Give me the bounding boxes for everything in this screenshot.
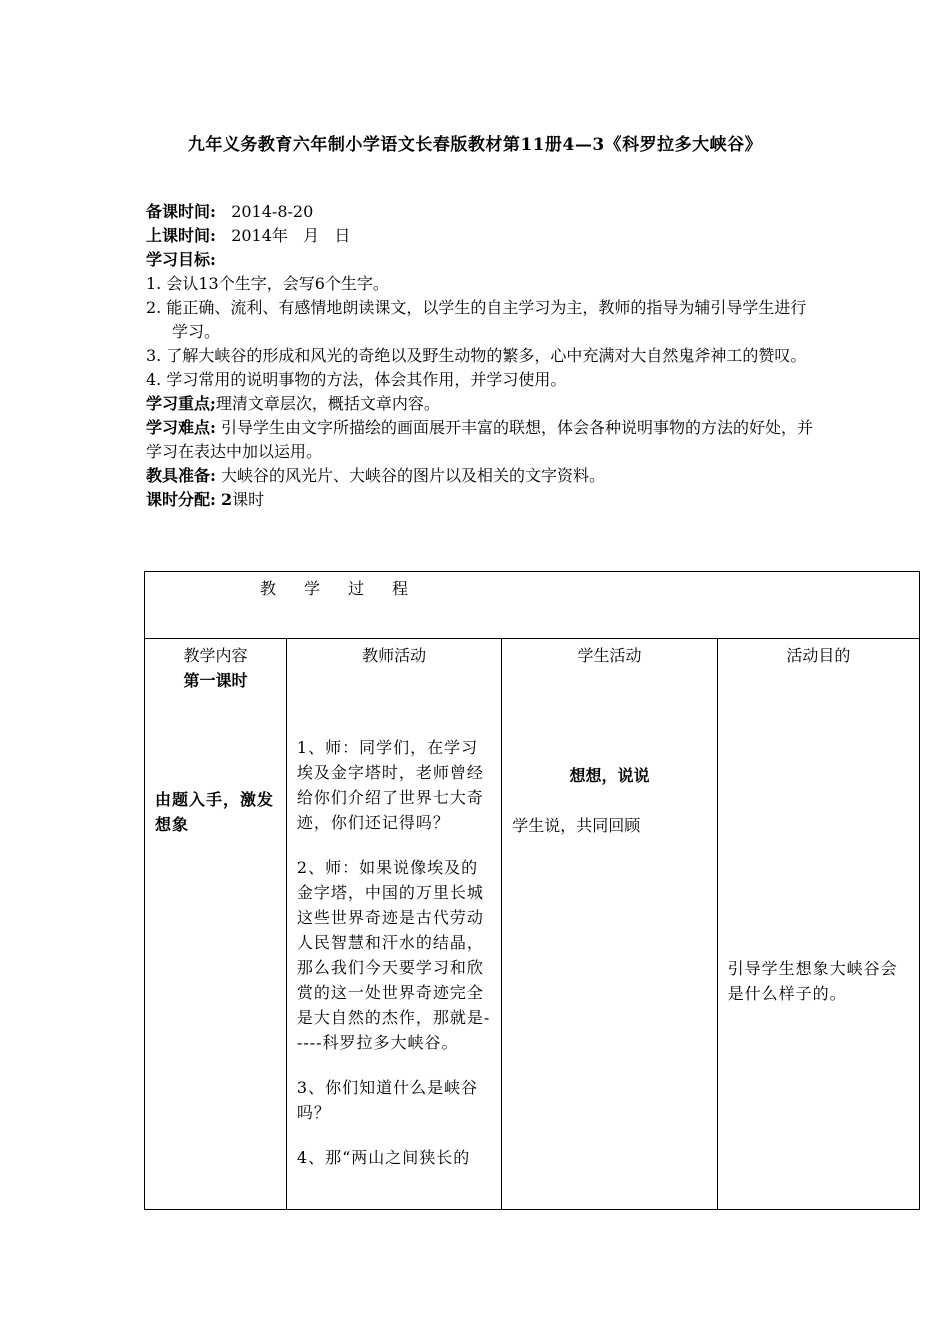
teacher-step: 3、你们知道什么是峡谷吗？ xyxy=(296,1078,479,1122)
column-header-purpose: 活动目的 xyxy=(786,646,851,665)
student-column xyxy=(502,639,717,1210)
class-time-row xyxy=(146,224,816,248)
teacher-activities xyxy=(287,735,501,1190)
column-header-student: 学生活动 xyxy=(577,646,642,665)
lesson-label: 第一课时 xyxy=(183,671,248,690)
content-column xyxy=(145,639,287,1210)
difficulty-row xyxy=(146,416,816,464)
objective-item: 2. 能正确、流利、有感情地朗读课文，以学生的自主学习为主，教师的指导为辅引导学生进行学习。 xyxy=(146,298,807,341)
purpose-column xyxy=(717,639,919,1210)
prep-time-row xyxy=(146,200,816,224)
hours-label: 课时分配: xyxy=(146,490,216,509)
hours-value: 2 xyxy=(221,490,233,509)
column-header-teacher: 教师活动 xyxy=(362,646,427,665)
objective-item: 1. 会认13个生字，会写6个生字。 xyxy=(146,274,389,293)
focus-label: 学习重点; xyxy=(146,394,216,413)
prep-time-label: 备课时间: xyxy=(146,202,216,221)
teacher-step: 2、师：如果说像埃及的金字塔，中国的万里长城这些世界奇迹是古代劳动人民智慧和汗水的结晶，那么我们今天要学习和欣赏的这一处世界奇迹完全是大自然的杰作，那就是-----科罗拉多大峡谷。 xyxy=(296,858,491,1052)
objective-item: 3. 了解大峡谷的形成和风光的奇绝以及野生动物的繁多，心中充满对大自然鬼斧神工的赞叹。 xyxy=(146,346,807,365)
table-header: 教学过程 xyxy=(260,579,437,598)
tools-row xyxy=(146,464,816,488)
objectives-label: 学习目标: xyxy=(146,250,216,269)
column-header-content: 教学内容 xyxy=(183,646,248,665)
focus-value: 理清文章层次，概括文章内容。 xyxy=(215,394,440,413)
difficulty-value: 引导学生由文字所描绘的画面展开丰富的联想，体会各种说明事物的方法的好处，并学习在表达中加以运用。 xyxy=(146,418,814,461)
teacher-step: 4、那“两山之间狭长的 xyxy=(296,1148,471,1167)
teaching-process-table xyxy=(144,571,920,1210)
prep-time-value: 2014-8-20 xyxy=(231,202,314,221)
difficulty-label: 学习难点: xyxy=(146,418,216,437)
teacher-step: 1、师：同学们，在学习埃及金字塔时，老师曾经给你们介绍了世界七大奇迹，你们还记得吗？ xyxy=(296,738,484,832)
hours-unit: 课时 xyxy=(232,490,265,509)
document-title: 九年义务教育六年制小学语文长春版教材第11册4—3《科罗拉多大峡谷》 xyxy=(187,135,763,155)
teacher-column xyxy=(286,639,501,1210)
student-activity-title: 想想，说说 xyxy=(569,766,650,785)
class-time-label: 上课时间: xyxy=(146,226,216,245)
lesson-meta xyxy=(146,200,816,512)
tools-label: 教具准备: xyxy=(146,466,216,485)
student-activity-text: 学生说，共同回顾 xyxy=(512,816,641,835)
purpose-text: 引导学生想象大峡谷会是什么样子的。 xyxy=(727,959,898,1003)
focus-row xyxy=(146,392,816,416)
hours-row xyxy=(146,488,816,512)
table-header-cell xyxy=(145,572,920,639)
tools-value: 大峡谷的风光片、大峡谷的图片以及相关的文字资料。 xyxy=(221,466,606,485)
objective-item: 4. 学习常用的说明事物的方法，体会其作用，并学习使用。 xyxy=(146,370,567,389)
class-time-value: 2014年 月 日 xyxy=(231,226,351,245)
content-topic: 由题入手，激发想象 xyxy=(155,790,275,834)
